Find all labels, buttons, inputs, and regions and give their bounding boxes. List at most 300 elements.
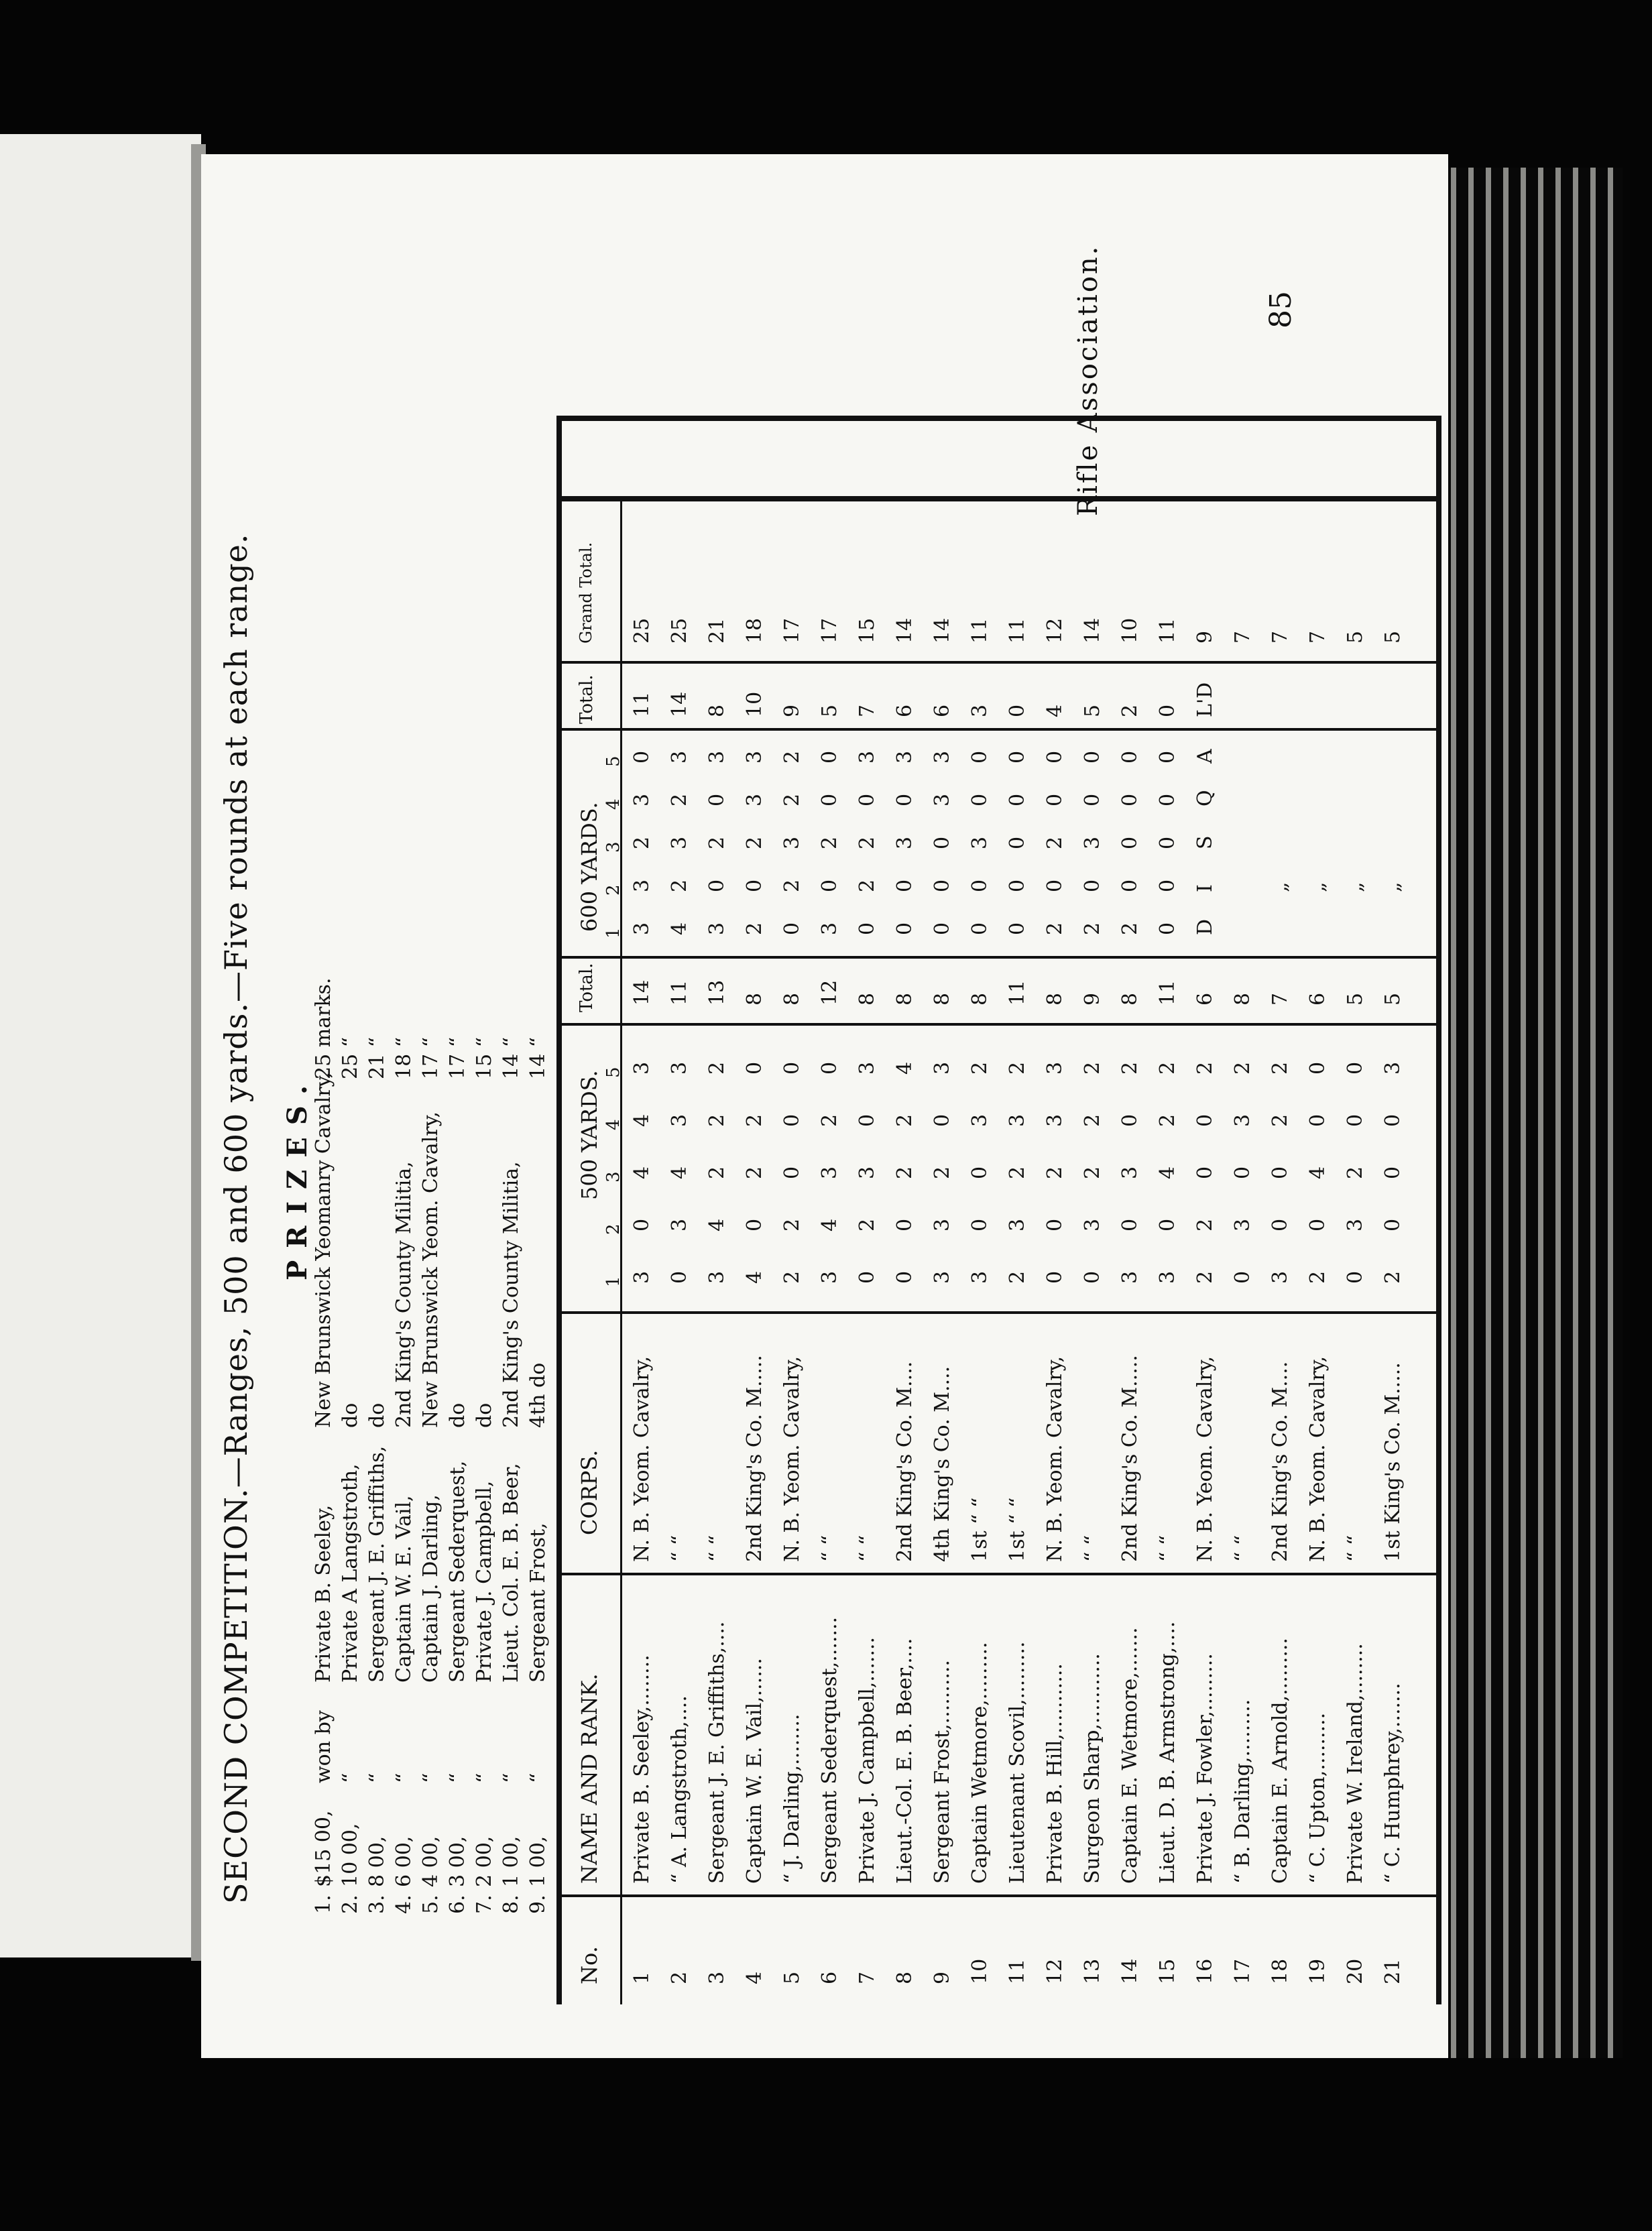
score-500: 2 [1081, 1061, 1104, 1075]
total-600: 6 [931, 704, 954, 717]
shot-header-600: 2 [603, 884, 624, 896]
total-500: 11 [1006, 979, 1029, 1006]
shot-header-500: 4 [603, 1119, 624, 1130]
column-rule [556, 956, 1441, 959]
prize-winner: Lieut. Col. E. B. Beer, [499, 1463, 523, 1683]
score-500: 2 [1306, 1270, 1330, 1284]
running-head: Rifle Association. [1073, 244, 1104, 516]
prize-marks: 25 marks. [312, 977, 335, 1079]
total-600: 3 [968, 704, 992, 717]
score-600: 0 [968, 750, 992, 764]
score-500: 2 [893, 1113, 917, 1127]
score-500: 2 [705, 1061, 729, 1075]
total-500: 6 [1193, 992, 1217, 1006]
score-500: 2 [743, 1166, 766, 1179]
prize-marks: 14 “ [499, 1036, 523, 1079]
prizes-heading: PRIZES. [282, 1073, 313, 1280]
score-500: 0 [780, 1113, 804, 1127]
score-500: 3 [1006, 1113, 1029, 1127]
score-500: 4 [705, 1218, 729, 1231]
prize-won-by: “ [473, 1772, 496, 1783]
score-600: 2 [780, 750, 804, 764]
row-corps: “ “ [1231, 1534, 1254, 1562]
score-500: 0 [743, 1218, 766, 1231]
row-corps: 2nd King's Co. M..... [743, 1355, 766, 1562]
total-500: 8 [856, 992, 879, 1006]
score-600: I [1193, 884, 1217, 892]
score-500: 3 [705, 1270, 729, 1284]
row-corps: 2nd King's Co. M.... [1268, 1361, 1292, 1562]
column-rule [556, 661, 1441, 664]
score-600: 0 [1156, 879, 1179, 892]
score-500: 0 [1268, 1218, 1292, 1231]
score-500: 3 [668, 1113, 691, 1127]
score-500: 0 [893, 1270, 917, 1284]
row-corps: 2nd King's Co. M.... [893, 1361, 917, 1562]
grand-total: 7 [1306, 630, 1330, 644]
score-600: 0 [1118, 836, 1142, 849]
score-500: 3 [931, 1061, 954, 1075]
score-500: 0 [630, 1218, 654, 1231]
row-number: 3 [705, 1971, 729, 1984]
row-corps: “ “ [818, 1534, 841, 1562]
score-600: 0 [1156, 836, 1179, 849]
prize-number: 5. [419, 1894, 442, 1914]
total-600: 4 [1043, 704, 1067, 717]
score-600: A [1193, 749, 1217, 764]
row-corps: 2nd King's Co. M..... [1118, 1355, 1142, 1562]
score-500: 0 [856, 1270, 879, 1284]
prize-winner: Sergeant J. E. Griffiths, [365, 1445, 389, 1683]
score-600: 3 [818, 922, 841, 935]
total-600: 9 [780, 704, 804, 717]
score-500: 2 [818, 1113, 841, 1127]
score-600: 3 [630, 793, 654, 806]
score-500: 3 [856, 1061, 879, 1075]
score-500: 4 [893, 1061, 917, 1075]
score-500: 2 [1344, 1166, 1367, 1179]
prize-amount: 1 00, [526, 1835, 550, 1887]
prize-number: 2. [339, 1894, 362, 1914]
prize-amount: $15 00, [312, 1810, 335, 1887]
score-600: 3 [743, 793, 766, 806]
score-600: 3 [968, 836, 992, 849]
score-600: 3 [630, 879, 654, 892]
score-600: 0 [931, 879, 954, 892]
row-name: Captain E. Wetmore,....... [1118, 1627, 1142, 1884]
grand-total: 17 [780, 617, 804, 644]
score-600: 2 [856, 879, 879, 892]
score-500: 4 [668, 1166, 691, 1179]
total-600: 7 [856, 704, 879, 717]
row-number: 6 [818, 1971, 841, 1984]
score-500: 3 [931, 1218, 954, 1231]
row-number: 2 [668, 1971, 691, 1984]
row-name: “ B. Darling,......... [1231, 1699, 1254, 1884]
score-600: 0 [968, 793, 992, 806]
prize-corps: New Brunswick Yeom. Cavalry, [419, 1111, 442, 1428]
prize-amount: 2 00, [473, 1835, 496, 1887]
score-500: 2 [1006, 1061, 1029, 1075]
score-500: 2 [1193, 1061, 1217, 1075]
score-500: 0 [1306, 1218, 1330, 1231]
row-number: 21 [1381, 1958, 1405, 1984]
score-600: 3 [743, 750, 766, 764]
score-500: 0 [743, 1061, 766, 1075]
row-corps: “ “ [1156, 1534, 1179, 1562]
header-corps: CORPS. [577, 1449, 602, 1535]
score-600: 3 [630, 922, 654, 935]
score-600: 0 [1043, 750, 1067, 764]
row-corps: “ “ [668, 1534, 691, 1562]
score-500: 0 [780, 1166, 804, 1179]
total-600: 6 [893, 704, 917, 717]
score-600: 0 [1043, 879, 1067, 892]
row-number: 5 [780, 1971, 804, 1984]
score-600: 0 [1006, 879, 1029, 892]
score-500: 0 [818, 1061, 841, 1075]
shot-header-600: 5 [603, 756, 624, 767]
blank-column [556, 416, 1441, 496]
row-number: 17 [1231, 1958, 1254, 1984]
total-500: 14 [630, 979, 654, 1006]
score-600: 3 [668, 750, 691, 764]
prize-won-by: won by [312, 1710, 335, 1783]
total-500: 8 [1118, 992, 1142, 1006]
total-600: 5 [1081, 704, 1104, 717]
row-number: 19 [1306, 1958, 1330, 1984]
prize-amount: 6 00, [392, 1835, 416, 1887]
score-600: 0 [1081, 750, 1104, 764]
total-600: 5 [818, 704, 841, 717]
score-600: 0 [856, 922, 879, 935]
score-500: 0 [1118, 1113, 1142, 1127]
score-500: 0 [1118, 1218, 1142, 1231]
score-600: 0 [1156, 793, 1179, 806]
score-600: 0 [1043, 793, 1067, 806]
score-600: 0 [818, 750, 841, 764]
score-600: 0 [931, 922, 954, 935]
score-500: 2 [1081, 1113, 1104, 1127]
score-500: 0 [1043, 1270, 1067, 1284]
score-500: 0 [1381, 1166, 1405, 1179]
row-name: Private B. Seeley,........ [630, 1654, 654, 1884]
score-500: 3 [668, 1218, 691, 1231]
score-500: 2 [1043, 1166, 1067, 1179]
row-name: Captain E. Arnold,......... [1268, 1638, 1292, 1884]
row-number: 1 [630, 1971, 654, 1984]
score-500: 2 [856, 1218, 879, 1231]
score-600: 0 [630, 750, 654, 764]
score-500: 2 [1381, 1270, 1405, 1284]
row-corps: N. B. Yeom. Cavalry, [780, 1355, 804, 1562]
score-500: 2 [1118, 1061, 1142, 1075]
total-500: 13 [705, 979, 729, 1006]
score-600: 0 [1006, 836, 1029, 849]
prize-corps: do [339, 1402, 362, 1428]
score-500: 3 [818, 1270, 841, 1284]
score-600: 0 [968, 922, 992, 935]
row-name: Captain Wetmore,......... [968, 1642, 992, 1884]
prize-amount: 4 00, [419, 1835, 442, 1887]
score-600: 3 [705, 922, 729, 935]
score-600: 2 [1081, 922, 1104, 935]
row-name: “ J. Darling,........ [780, 1713, 804, 1884]
score-600: 3 [705, 750, 729, 764]
prize-won-by: “ [365, 1772, 389, 1783]
row-name: “ A. Langstroth,.... [668, 1695, 691, 1884]
score-600: „ [1381, 882, 1405, 892]
grand-total: 21 [705, 617, 729, 644]
row-corps: 4th King's Co. M.... [931, 1366, 954, 1562]
score-500: 2 [968, 1061, 992, 1075]
grand-total: 25 [668, 617, 691, 644]
score-600: 2 [705, 836, 729, 849]
score-500: 4 [818, 1218, 841, 1231]
score-600: 2 [818, 836, 841, 849]
prize-winner: Private B. Seeley, [312, 1504, 335, 1683]
score-500: 0 [1156, 1218, 1179, 1231]
prize-corps: 4th do [526, 1362, 550, 1428]
score-600: 0 [1081, 793, 1104, 806]
score-500: 0 [668, 1270, 691, 1284]
score-500: 3 [1344, 1218, 1367, 1231]
score-600: 0 [780, 922, 804, 935]
shot-header-600: 3 [603, 841, 624, 853]
row-corps: N. B. Yeom. Cavalry, [1043, 1355, 1067, 1562]
prize-winner: Captain W. E. Vail, [392, 1495, 416, 1683]
score-600: 0 [1081, 879, 1104, 892]
page-number: 85 [1264, 291, 1298, 328]
score-500: 2 [743, 1113, 766, 1127]
score-500: 3 [630, 1270, 654, 1284]
prize-marks: 18 “ [392, 1036, 416, 1079]
score-500: 0 [1344, 1113, 1367, 1127]
score-500: 3 [1006, 1218, 1029, 1231]
row-name: Captain W. E. Vail,...... [743, 1658, 766, 1884]
column-rule [556, 1573, 1441, 1575]
score-500: 3 [1231, 1113, 1254, 1127]
row-corps: 1st King's Co. M..... [1381, 1362, 1405, 1562]
total-600: 0 [1006, 704, 1029, 717]
score-500: 0 [1231, 1166, 1254, 1179]
total-500: 8 [1043, 992, 1067, 1006]
score-500: 3 [968, 1113, 992, 1127]
grand-total: 7 [1268, 630, 1292, 644]
score-600: 0 [893, 922, 917, 935]
row-name: Lieut. D. B. Armstrong,.... [1156, 1621, 1179, 1884]
total-600: 14 [668, 691, 691, 717]
grand-total: 17 [818, 617, 841, 644]
score-500: 3 [1118, 1166, 1142, 1179]
score-500: 3 [630, 1061, 654, 1075]
score-500: 2 [1231, 1061, 1254, 1075]
prize-winner: Captain J. Darling, [419, 1494, 442, 1683]
score-500: 0 [1344, 1061, 1367, 1075]
score-500: 0 [968, 1166, 992, 1179]
total-500: 7 [1268, 992, 1292, 1006]
score-600: 0 [893, 879, 917, 892]
score-600: 2 [668, 793, 691, 806]
prize-corps: New Brunswick Yeomanry Cavalry, [312, 1071, 335, 1428]
prize-won-by: “ [446, 1772, 469, 1783]
row-number: 7 [856, 1971, 879, 1984]
grand-total: 14 [931, 617, 954, 644]
score-500: 2 [1156, 1061, 1179, 1075]
shot-header-600: 1 [603, 927, 624, 939]
grand-total: 10 [1118, 617, 1142, 644]
row-number: 12 [1043, 1958, 1067, 1984]
score-600: 3 [668, 836, 691, 849]
row-name: Sergeant Frost,.......... [931, 1660, 954, 1884]
score-500: 0 [1268, 1166, 1292, 1179]
prize-corps: 2nd King's County Militia, [392, 1161, 416, 1428]
score-500: 0 [1344, 1270, 1367, 1284]
score-500: 0 [1306, 1061, 1330, 1075]
score-600: Q [1193, 790, 1217, 806]
column-rule [556, 1894, 1441, 1897]
row-corps: “ “ [1081, 1534, 1104, 1562]
score-500: 2 [780, 1270, 804, 1284]
prize-amount: 8 00, [365, 1835, 389, 1887]
score-500: 2 [1193, 1270, 1217, 1284]
prize-winner: Sergeant Frost, [526, 1522, 550, 1683]
score-600: „ [1306, 882, 1330, 892]
grand-total: 14 [893, 617, 917, 644]
score-600: 0 [818, 879, 841, 892]
shot-header-500: 1 [603, 1276, 624, 1287]
row-name: Lieutenant Scovil,......... [1006, 1641, 1029, 1884]
score-500: 3 [1156, 1270, 1179, 1284]
prize-won-by: “ [499, 1772, 523, 1783]
row-name: Sergeant J. E. Griffiths,.... [705, 1621, 729, 1884]
grand-total: 5 [1344, 630, 1367, 644]
total-600: 2 [1118, 704, 1142, 717]
row-number: 18 [1268, 1958, 1292, 1984]
grand-total: 12 [1043, 617, 1067, 644]
grand-total: 18 [743, 617, 766, 644]
total-500: 8 [743, 992, 766, 1006]
score-500: 2 [893, 1166, 917, 1179]
total-600: 11 [630, 691, 654, 717]
score-600: 2 [1043, 836, 1067, 849]
score-600: S [1193, 835, 1217, 849]
total-500: 5 [1344, 992, 1367, 1006]
prize-won-by: “ [526, 1772, 550, 1783]
grand-total: 11 [1006, 617, 1029, 644]
row-corps: “ “ [856, 1534, 879, 1562]
row-number: 8 [893, 1971, 917, 1984]
score-600: 0 [1006, 793, 1029, 806]
total-600: 10 [743, 691, 766, 717]
score-600: 0 [1118, 879, 1142, 892]
score-600: 2 [780, 793, 804, 806]
score-600: 0 [743, 879, 766, 892]
row-number: 4 [743, 1971, 766, 1984]
score-500: 3 [1081, 1218, 1104, 1231]
score-500: 2 [1006, 1166, 1029, 1179]
header-rule [620, 496, 622, 2004]
score-600: 3 [893, 750, 917, 764]
column-rule [556, 728, 1441, 731]
grand-total: 14 [1081, 617, 1104, 644]
score-500: 2 [705, 1166, 729, 1179]
score-500: 2 [1268, 1061, 1292, 1075]
score-600: 2 [856, 836, 879, 849]
grand-total: 11 [1156, 617, 1179, 644]
score-600: D [1193, 918, 1217, 935]
page-edges [1421, 168, 1622, 2058]
prize-amount: 3 00, [446, 1835, 469, 1887]
score-500: 4 [630, 1113, 654, 1127]
score-500: 3 [1118, 1270, 1142, 1284]
row-corps: “ “ [705, 1534, 729, 1562]
score-600: 3 [856, 750, 879, 764]
total-500: 11 [1156, 979, 1179, 1006]
total-500: 8 [780, 992, 804, 1006]
score-500: 3 [856, 1166, 879, 1179]
score-500: 0 [1043, 1218, 1067, 1231]
total-500: 5 [1381, 992, 1405, 1006]
score-600: 0 [1118, 750, 1142, 764]
score-500: 2 [1081, 1166, 1104, 1179]
score-500: 2 [705, 1113, 729, 1127]
score-500: 2 [1156, 1113, 1179, 1127]
score-500: 3 [1268, 1270, 1292, 1284]
prize-number: 9. [526, 1894, 550, 1914]
score-500: 3 [1043, 1113, 1067, 1127]
row-name: “ C. Humphrey,....... [1381, 1683, 1405, 1884]
score-600: 0 [818, 793, 841, 806]
column-rule [556, 1311, 1441, 1314]
prize-winner: Private A Langstroth, [339, 1463, 362, 1683]
row-number: 15 [1156, 1958, 1179, 1984]
total-500: 6 [1306, 992, 1330, 1006]
facing-page [0, 134, 201, 1957]
header-grand-total: Grand Total. [577, 542, 595, 644]
grand-total: 15 [856, 617, 879, 644]
score-600: 0 [705, 879, 729, 892]
header-total-500: Total. [577, 963, 597, 1012]
shot-header-600: 4 [603, 798, 624, 810]
row-name: Surgeon Sharp,........... [1081, 1653, 1104, 1884]
total-500: 8 [968, 992, 992, 1006]
score-500: 0 [1381, 1113, 1405, 1127]
row-corps: 1st “ “ [1006, 1497, 1029, 1562]
score-500: 0 [1306, 1113, 1330, 1127]
shot-header-500: 2 [603, 1223, 624, 1235]
score-500: 0 [931, 1113, 954, 1127]
score-600: 3 [780, 836, 804, 849]
score-500: 4 [630, 1166, 654, 1179]
prize-amount: 10 00, [339, 1823, 362, 1887]
score-600: „ [1268, 882, 1292, 892]
score-600: 0 [1118, 793, 1142, 806]
column-rule [556, 1023, 1441, 1026]
prize-corps: do [365, 1402, 389, 1428]
prize-marks: 15 “ [473, 1036, 496, 1079]
score-500: 3 [1231, 1218, 1254, 1231]
prize-number: 8. [499, 1894, 523, 1914]
prize-number: 6. [446, 1894, 469, 1914]
row-corps: 1st “ “ [968, 1497, 992, 1562]
score-500: 3 [1381, 1061, 1405, 1075]
total-600: L'D [1193, 682, 1217, 717]
prize-won-by: “ [339, 1772, 362, 1783]
grand-total: 9 [1193, 630, 1217, 644]
score-500: 3 [818, 1166, 841, 1179]
header-600-yards: 600 YARDS. [577, 802, 602, 932]
